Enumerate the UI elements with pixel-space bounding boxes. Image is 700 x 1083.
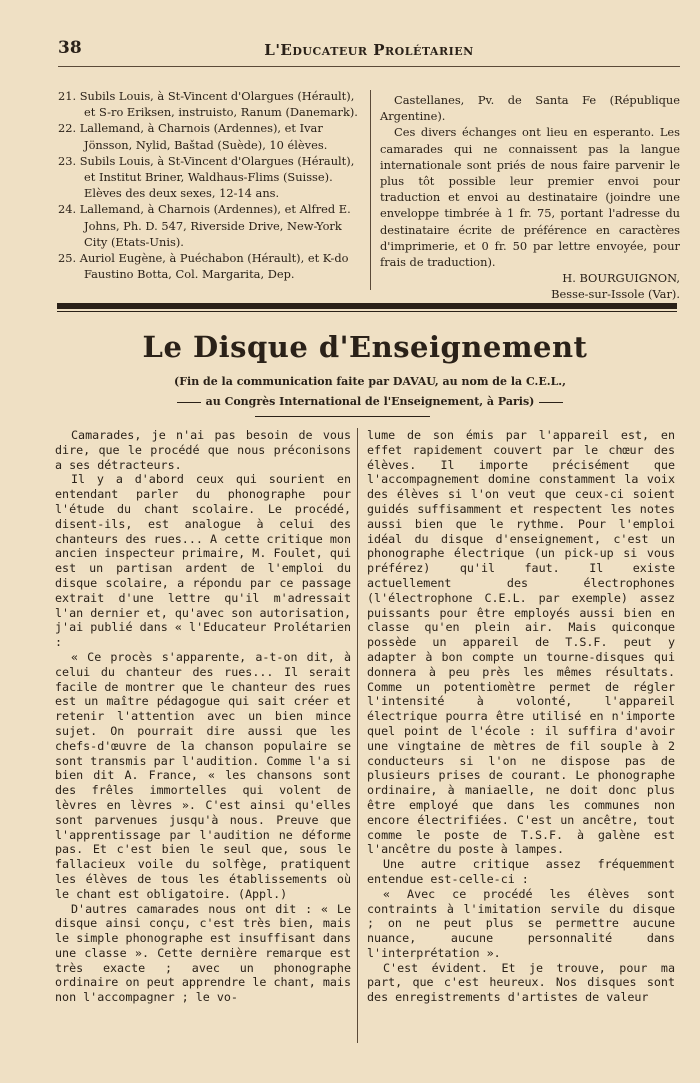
header-rule — [58, 66, 680, 67]
paragraph: lume de son émis par l'appareil est, en effet rapidement couvert par le chœur des élèves. Il importe précisément que l'accompagnement domine constamment la voix des élèves si l'on veut que ceux-ci soient guidés suffisamment et respectent les notes aussi bien que le rythme. Pour l'emploi idéal du disque d'enseignement, c'est un phonographe électrique (un pick-up si vous préférez) qu'il faut. Il existe actuellement des électrophones (l'électrophone C.E.L. par exemple) assez puissants pour être employés aussi bien en classe qu'en plein air. Mais quiconque possède un appareil de T.S.F. peut y adapter à bon compte un tourne-disques qui donnera à peu près les mêmes résultats. Comme un potentiomètre permet de régler l'intensité à volonté, l'appareil électrique pourra être utilisé en n'importe quel point de l'école : il suffira d'avoir une vingtaine de mètres de fil souple à 2 conducteurs si l'on ne dispose pas de plusieurs prises de courant. Le phonographe ordinaire, à maniaelle, ne doit donc plus être employé que dans les communes non encore électrifiées. C'est un ancêtre, tout comme le poste de T.S.F. à galène est l'ancêtre du poste à lampes. — [367, 428, 675, 857]
paragraph: Camarades, je n'ai pas besoin de vous dire, que le procédé que nous préconisons a ses détracteurs. — [55, 428, 351, 472]
list-item: 25. Auriol Eugène, à Puéchabon (Hérault), et K-do Faustino Botta, Col. Margarita, Dep. — [58, 251, 349, 282]
paragraph: « Ce procès s'apparente, a-t-on dit, à celui du chanteur des rues... Il serait facile de montrer que le chanteur des rues est un maître pédagogue qui sait créer et retenir l'attention avec un bien mince sujet. On pourrait dire aussi que les chefs-d'œuvre de la chanson populaire se sont transmis par l'audition. Comme l'a si bien dit A. France, « les chansons sont des frêles immortelles qui volent de lèvres en lèvres ». C'est ainsi qu'elles sont parvenues jusqu'à nous. Preuve que l'apprentissage par l'audition ne déforme pas. Et c'est bien le seul que, sous le fallacieux voile du solfège, pratiquent les élèves de tous les établissements où le chant est obligatoire. (Appl.) — [55, 649, 351, 901]
page-number: 38 — [58, 38, 82, 58]
article-title: Le Disque d'Enseignement — [142, 330, 588, 364]
exchange-notice — [380, 92, 680, 303]
title-rule — [255, 416, 430, 417]
list-item: 22. Lallemand, à Charnois (Ardennes), et Ivar Jönsson, Nylid, Baštad (Suède), 10 élèves. — [58, 121, 328, 152]
paragraph: D'autres camarades nous ont dit : « Le disque ainsi conçu, c'est très bien, mais le simple phonographe est insuffisant dans une classe ». Cette dernière remarque est très exacte ; avec un phonographe ordinaire on peut apprendre le chant, mais non l'accompagner ; le vo- — [55, 901, 351, 1005]
list-item: 23. Subils Louis, à St-Vincent d'Olargues (Hérault), et Institut Briner, Waldhaus-Flims (Suisse). Elèves des deux sexes, 12-14 ans. — [58, 153, 355, 201]
exchange-list — [58, 88, 363, 282]
list-item: 24. Lallemand, à Charnois (Ardennes), et Alfred E. Johns, Ph. D. 547, Riverside Drive, New-York City (Etats-Unis). — [58, 202, 351, 249]
article-column-right — [367, 428, 675, 1005]
paragraph: « Avec ce procédé les élèves sont contraints à l'imitation servile du disque ; on ne peut plus se permettre aucune nuance, aucune personnalité dans l'interprétation ». — [367, 886, 675, 960]
running-header — [58, 38, 680, 64]
notice-place: Besse-sur-Issole (Var). — [551, 287, 680, 302]
list-item: 21. Subils Louis, à St-Vincent d'Olargues (Hérault), et S-ro Eriksen, instruisto, Ranum (Danemark). — [58, 89, 358, 120]
section-divider-thick — [57, 303, 677, 309]
subtitle-text: au Congrès International de l'Enseignement, à Paris) — [205, 395, 535, 408]
article-subtitle — [120, 395, 620, 408]
article-subtitle: (Fin de la communication faite par DAVAU, au nom de la C.E.L., — [174, 375, 566, 388]
notice-continuation: Castellanes, Pv. de Santa Fe (République Argentine). — [380, 93, 680, 124]
article-column-left — [55, 428, 351, 1005]
notice-body: Ces divers échanges ont lieu en esperanto. Les camarades qui ne connaissent pas la langue internationale sont priés de nous faire parvenir le plus tôt possible leur premier envoi pour traduction et envoi au destinataire (joindre une enveloppe timbrée à 1 fr. 75, portant l'adresse du destinataire écrite de préférence en caractères d'imprimerie, et 0 fr. 50 par lettre envoyée, pour frais de traduction). — [380, 125, 680, 270]
column-divider — [370, 90, 371, 290]
notice-signature: H. BOURGUIGNON, — [562, 271, 680, 286]
column-divider — [357, 428, 358, 1043]
journal-title: L'Educateur Prolétarien — [264, 41, 474, 59]
paragraph: Une autre critique assez fréquemment entendue est-celle-ci : — [367, 857, 675, 886]
section-divider-thin — [57, 311, 677, 312]
paragraph: Il y a d'abord ceux qui sourient en entendant parler du phonographe pour l'étude du chant scolaire. Le procédé, disent-ils, est analogue à celui des chanteurs des rues... A cette critique mon ancien inspecteur primaire, M. Foulet, qui est un partisan ardent de l'emploi du disque scolaire, a répondu par ce passage extrait d'une lettre qu'il m'adressait l'an dernier et, qu'avec son autorisation, j'ai publié dans « l'Educateur Prolétarien : — [55, 472, 351, 650]
paragraph: C'est évident. Et je trouve, pour ma part, que c'est heureux. Nos disques sont des enregistrements d'artistes de valeur — [367, 960, 675, 1005]
